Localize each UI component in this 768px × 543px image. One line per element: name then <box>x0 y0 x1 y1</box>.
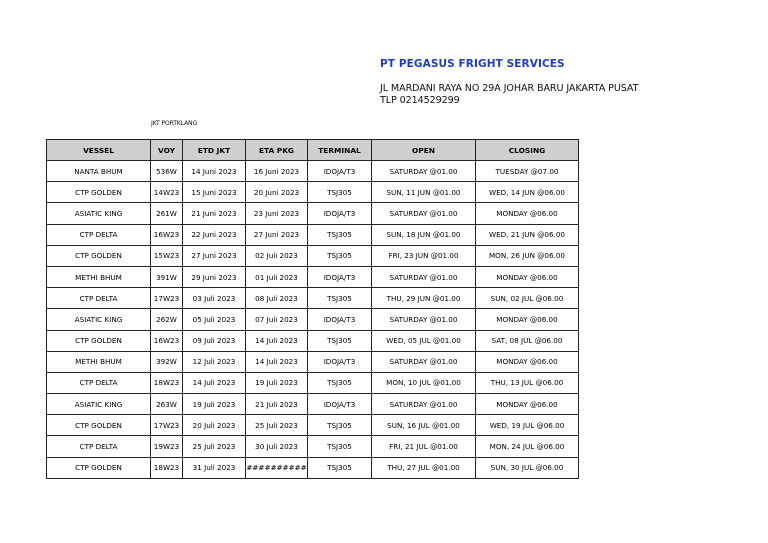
route-label: JKT PORTKLANG <box>151 120 198 127</box>
vessel-cell: CTP DELTA <box>47 224 151 245</box>
voyage-cell: 391W <box>151 266 183 287</box>
voyage-cell: 263W <box>151 394 183 415</box>
table-row <box>47 330 579 351</box>
voyage-cell: 261W <box>151 203 183 224</box>
open-cell: SATURDAY @01.00 <box>372 394 476 415</box>
voyage-cell: 14W23 <box>151 182 183 203</box>
eta-pkg-cell: 02 Juli 2023 <box>246 245 308 266</box>
voyage-cell: 19W23 <box>151 436 183 457</box>
etd-jkt-cell: 15 Juni 2023 <box>183 182 246 203</box>
terminal-cell: TSJ305 <box>308 415 372 436</box>
voyage-cell: 15W23 <box>151 245 183 266</box>
etd-jkt-cell: 19 Juli 2023 <box>183 394 246 415</box>
terminal-cell: TSJ305 <box>308 182 372 203</box>
open-cell: THU, 29 JUN @01.00 <box>372 288 476 309</box>
closing-cell: SUN, 02 JUL @06.00 <box>476 288 579 309</box>
open-cell: SUN, 18 JUN @01.00 <box>372 224 476 245</box>
table-row <box>47 245 579 266</box>
open-cell: SUN, 16 JUL @01.00 <box>372 415 476 436</box>
column-header-open: OPEN <box>372 140 476 161</box>
column-header-voy: VOY <box>151 140 183 161</box>
closing-cell: MON, 24 JUL @06.00 <box>476 436 579 457</box>
etd-jkt-cell: 09 Juli 2023 <box>183 330 246 351</box>
table-row <box>47 288 579 309</box>
etd-jkt-cell: 27 Juni 2023 <box>183 245 246 266</box>
voyage-cell: 18W23 <box>151 372 183 393</box>
etd-jkt-cell: 14 Juli 2023 <box>183 372 246 393</box>
column-header-etd-jkt: ETD JKT <box>183 140 246 161</box>
closing-cell: THU, 13 JUL @06.00 <box>476 372 579 393</box>
vessel-cell: CTP DELTA <box>47 436 151 457</box>
eta-pkg-cell: 16 Juni 2023 <box>246 161 308 182</box>
closing-cell: SUN, 30 JUL @06.00 <box>476 457 579 478</box>
table-row <box>47 224 579 245</box>
terminal-cell: IDOJA/T3 <box>308 309 372 330</box>
open-cell: FRI, 21 JUL @01.00 <box>372 436 476 457</box>
etd-jkt-cell: 22 Juni 2023 <box>183 224 246 245</box>
schedule-body <box>47 161 579 479</box>
closing-cell: SAT, 08 JUL @06.00 <box>476 330 579 351</box>
vessel-cell: CTP GOLDEN <box>47 457 151 478</box>
company-phone: TLP 0214529299 <box>380 95 460 106</box>
open-cell: SATURDAY @01.00 <box>372 351 476 372</box>
column-header-vessel: VESSEL <box>47 140 151 161</box>
vessel-cell: CTP GOLDEN <box>47 415 151 436</box>
company-name: PT PEGASUS FRIGHT SERVICES <box>380 58 565 70</box>
etd-jkt-cell: 03 Juli 2023 <box>183 288 246 309</box>
closing-cell: MONDAY @06.00 <box>476 351 579 372</box>
etd-jkt-cell: 20 Juli 2023 <box>183 415 246 436</box>
voyage-cell: 16W23 <box>151 224 183 245</box>
etd-jkt-cell: 25 Juli 2023 <box>183 436 246 457</box>
eta-pkg-cell: 01 Juli 2023 <box>246 266 308 287</box>
closing-cell: TUESDAY @07.00 <box>476 161 579 182</box>
terminal-cell: IDOJA/T3 <box>308 351 372 372</box>
eta-pkg-cell: ########## <box>246 457 308 478</box>
terminal-cell: TSJ305 <box>308 372 372 393</box>
column-header-closing: CLOSING <box>476 140 579 161</box>
closing-cell: WED, 21 JUN @06.00 <box>476 224 579 245</box>
column-header-eta-pkg: ETA PKG <box>246 140 308 161</box>
etd-jkt-cell: 31 Juli 2023 <box>183 457 246 478</box>
vessel-cell: ASIATIC KING <box>47 203 151 224</box>
voyage-cell: 17W23 <box>151 288 183 309</box>
schedule-table <box>46 139 579 479</box>
vessel-cell: METHI BHUM <box>47 351 151 372</box>
eta-pkg-cell: 14 Juli 2023 <box>246 330 308 351</box>
table-row <box>47 457 579 478</box>
table-row <box>47 394 579 415</box>
vessel-cell: NANTA BHUM <box>47 161 151 182</box>
etd-jkt-cell: 14 Juni 2023 <box>183 161 246 182</box>
table-row <box>47 372 579 393</box>
eta-pkg-cell: 30 Juli 2023 <box>246 436 308 457</box>
eta-pkg-cell: 19 Juli 2023 <box>246 372 308 393</box>
voyage-cell: 392W <box>151 351 183 372</box>
terminal-cell: TSJ305 <box>308 224 372 245</box>
vessel-cell: METHI BHUM <box>47 266 151 287</box>
table-row <box>47 266 579 287</box>
voyage-cell: 536W <box>151 161 183 182</box>
voyage-cell: 18W23 <box>151 457 183 478</box>
table-row <box>47 415 579 436</box>
column-header-terminal: TERMINAL <box>308 140 372 161</box>
vessel-cell: CTP DELTA <box>47 372 151 393</box>
closing-cell: WED, 19 JUL @06.00 <box>476 415 579 436</box>
open-cell: SATURDAY @01.00 <box>372 161 476 182</box>
eta-pkg-cell: 14 Juli 2023 <box>246 351 308 372</box>
eta-pkg-cell: 27 Juni 2023 <box>246 224 308 245</box>
voyage-cell: 16W23 <box>151 330 183 351</box>
open-cell: THU, 27 JUL @01.00 <box>372 457 476 478</box>
closing-cell: WED, 14 JUN @06.00 <box>476 182 579 203</box>
etd-jkt-cell: 29 Juni 2023 <box>183 266 246 287</box>
closing-cell: MONDAY @06.00 <box>476 309 579 330</box>
company-address: JL MARDANI RAYA NO 29A JOHAR BARU JAKARTA PUSAT <box>380 83 639 94</box>
terminal-cell: IDOJA/T3 <box>308 161 372 182</box>
terminal-cell: TSJ305 <box>308 245 372 266</box>
vessel-cell: ASIATIC KING <box>47 394 151 415</box>
etd-jkt-cell: 05 Juli 2023 <box>183 309 246 330</box>
table-row <box>47 182 579 203</box>
vessel-cell: ASIATIC KING <box>47 309 151 330</box>
terminal-cell: IDOJA/T3 <box>308 266 372 287</box>
voyage-cell: 17W23 <box>151 415 183 436</box>
etd-jkt-cell: 12 Juli 2023 <box>183 351 246 372</box>
closing-cell: MONDAY @06.00 <box>476 203 579 224</box>
open-cell: FRI, 23 JUN @01.00 <box>372 245 476 266</box>
voyage-cell: 262W <box>151 309 183 330</box>
table-row <box>47 203 579 224</box>
vessel-cell: CTP DELTA <box>47 288 151 309</box>
closing-cell: MONDAY @06.00 <box>476 266 579 287</box>
open-cell: WED, 05 JUL @01.00 <box>372 330 476 351</box>
eta-pkg-cell: 23 Juni 2023 <box>246 203 308 224</box>
table-row <box>47 351 579 372</box>
terminal-cell: IDOJA/T3 <box>308 394 372 415</box>
open-cell: SATURDAY @01.00 <box>372 266 476 287</box>
open-cell: SATURDAY @01.00 <box>372 203 476 224</box>
vessel-cell: CTP GOLDEN <box>47 330 151 351</box>
eta-pkg-cell: 20 Juni 2023 <box>246 182 308 203</box>
eta-pkg-cell: 25 Juli 2023 <box>246 415 308 436</box>
terminal-cell: TSJ305 <box>308 436 372 457</box>
eta-pkg-cell: 07 Juli 2023 <box>246 309 308 330</box>
closing-cell: MONDAY @06.00 <box>476 394 579 415</box>
terminal-cell: IDOJA/T3 <box>308 203 372 224</box>
closing-cell: MON, 26 JUN @06.00 <box>476 245 579 266</box>
etd-jkt-cell: 21 Juni 2023 <box>183 203 246 224</box>
vessel-cell: CTP GOLDEN <box>47 182 151 203</box>
vessel-cell: CTP GOLDEN <box>47 245 151 266</box>
open-cell: SUN, 11 JUN @01.00 <box>372 182 476 203</box>
header-row <box>47 140 579 161</box>
open-cell: SATURDAY @01.00 <box>372 309 476 330</box>
terminal-cell: TSJ305 <box>308 457 372 478</box>
terminal-cell: TSJ305 <box>308 288 372 309</box>
table-row <box>47 161 579 182</box>
eta-pkg-cell: 08 Juli 2023 <box>246 288 308 309</box>
open-cell: MON, 10 JUL @01.00 <box>372 372 476 393</box>
terminal-cell: TSJ305 <box>308 330 372 351</box>
table-row <box>47 436 579 457</box>
eta-pkg-cell: 21 Juli 2023 <box>246 394 308 415</box>
table-row <box>47 309 579 330</box>
